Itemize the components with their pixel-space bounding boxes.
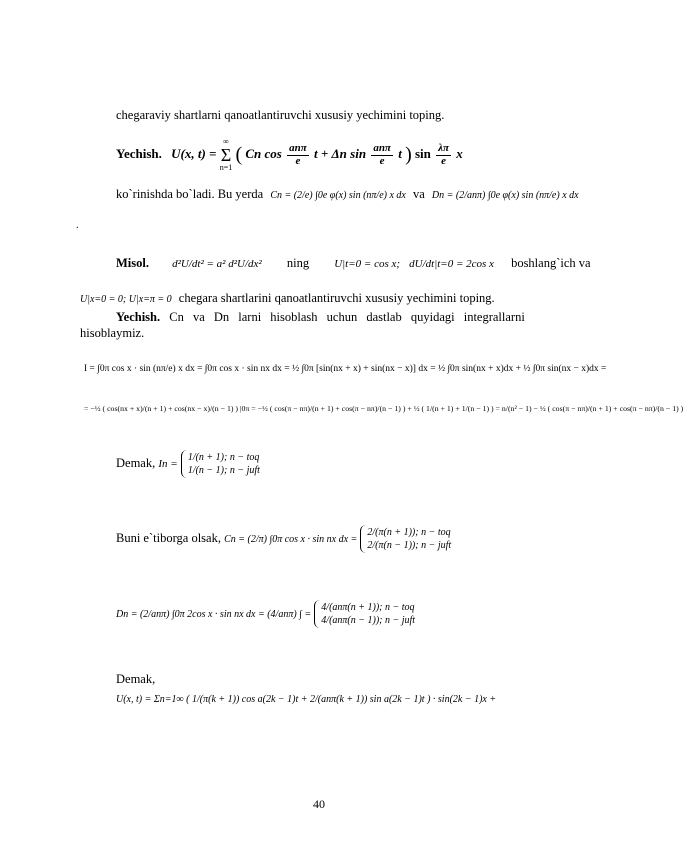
cond-u0: U|t=0 = cos x; — [334, 258, 401, 270]
yechish2-text: Cn va Dn larni hisoblash uchun dastlab quyidagi integrallarni — [169, 310, 525, 324]
t-var: t — [398, 145, 402, 161]
yechish2-line — [116, 310, 525, 325]
boundary-conditions: U|x=0 = 0; U|x=π = 0 — [80, 294, 172, 305]
dn-case-juft: 4/(anπ(n − 1)); n − juft — [321, 615, 416, 626]
cn-formula: Cn = (2/e) ∫0e φ(x) sin (nπ/e) x dx — [270, 190, 406, 201]
frac2: $\frac{\text{anπ}}{e}$ — [373, 141, 391, 167]
sum-symbol: ∞ Σ n=1 — [219, 137, 233, 172]
yechish2-line2: hisoblaymiz. — [80, 326, 145, 340]
korinishda-text: ko`rinishda bo`ladi. Bu yerda — [116, 187, 264, 201]
misol-line — [116, 256, 591, 271]
frac1: $\frac{\text{anπ}}{e}$ — [289, 141, 307, 167]
demak2-label: Demak, — [116, 672, 156, 686]
dn-sin: t + Δn sin — [314, 145, 367, 161]
x-var: x — [456, 145, 463, 161]
cn-lhs: Cn = (2/π) ∫0π cos x · sin nx dx = — [224, 533, 358, 545]
dn-formula: Dn = (2/anπ) ∫0e φ(x) sin (nπ/e) x dx — [431, 190, 579, 201]
intro-text: chegaraviy shartlarni qanoatlantiruvchi xususiy yechimini toping. — [116, 108, 445, 122]
integral-i-line2: = −½ ( cos(nx + x)/(n + 1) + cos(nx − x)/(n − 1) ) |0π = −½ ( cos(π − nπ)/(n + 1) + cos(π − nπ)/(n − 1) ) + ½ ( 1/(n + 1) + 1/(n − 1) ) = n/(n² − 1) − ½ ( cos(π − nπ)/(n + 1) + cos(π − nπ)/(n − 1) ) — [84, 404, 683, 413]
cn-case-juft: 2/(π(n − 1)); n − juft — [367, 540, 452, 551]
boshlangich-text: boshlang`ich va — [511, 256, 591, 270]
buni-label: Buni e`tiborga olsak, — [116, 530, 221, 545]
cond-dudt: dU/dt|t=0 = 2cos x — [409, 258, 494, 270]
dn-lhs: Dn = (2/anπ) ∫0π 2cos x · sin nx dx = (4/anπ) ∫ = — [116, 608, 312, 620]
dn-case-toq: 4/(anπ(n + 1)); n − toq — [321, 602, 415, 613]
dot-mark: . — [76, 220, 79, 231]
solution-formula: Yechish. U(x, t) = ∞ Σ n=1 ( Cn cos $\frac{\text{anπ}}{e}$ t + Δn sin $\frac{\text{anπ}}{e}$ t ) sin $\frac{\lambda\pi}{e}$ x — [116, 137, 463, 172]
u-lhs: U(x, t) = — [171, 145, 217, 161]
frac3: $\frac{\lambda\pi}{e}$ — [438, 141, 450, 167]
misol-line2 — [80, 291, 495, 306]
misol-rest-text: chegara shartlarini qanoatlantiruvchi xususiy yechimini toping. — [178, 291, 495, 305]
in-case-juft: 1/(n − 1); n − juft — [187, 465, 260, 476]
misol-label: Misol. — [116, 256, 149, 270]
in-lhs: In = — [158, 457, 178, 470]
integral-i-line1: I = ∫0π cos x · sin (nπ/e) x dx = ∫0π cos x · sin nx dx = ½ ∫0π [sin(nx + x) + sin(nx − x)] dx = ½ ∫0π sin(nx + x)dx + ½ ∫0π sin(nx − x)dx = — [84, 364, 607, 374]
in-cases — [181, 450, 260, 478]
final-formula: U(x, t) = Σn=1∞ ( 1/(π(k + 1)) cos a(2k − 1)t + 2/(anπ(k + 1)) sin a(2k − 1)t ) · sin(2k − 1)x + — [116, 694, 497, 705]
ning-text: ning — [286, 256, 310, 270]
demak1-label: Demak, — [116, 455, 156, 470]
in-case-toq: 1/(n + 1); n − toq — [187, 452, 260, 463]
cn-cos: Cn cos — [245, 145, 282, 161]
yechish-label: Yechish. — [116, 145, 162, 161]
buni-line — [116, 525, 451, 553]
cn-cases — [360, 525, 451, 553]
page-number: 40 — [313, 797, 325, 811]
wave-equation: d²U/dt² = a² d²U/dx² — [172, 258, 262, 270]
yechish2-label: Yechish. — [116, 310, 161, 324]
sin-label: sin — [414, 145, 431, 161]
va-text: va — [412, 187, 425, 201]
dn-cases — [314, 600, 415, 628]
dn-line — [116, 600, 415, 628]
cn-case-toq: 2/(π(n + 1)); n − toq — [367, 527, 451, 538]
korinishda-line — [116, 187, 579, 202]
demak-in — [116, 450, 260, 478]
